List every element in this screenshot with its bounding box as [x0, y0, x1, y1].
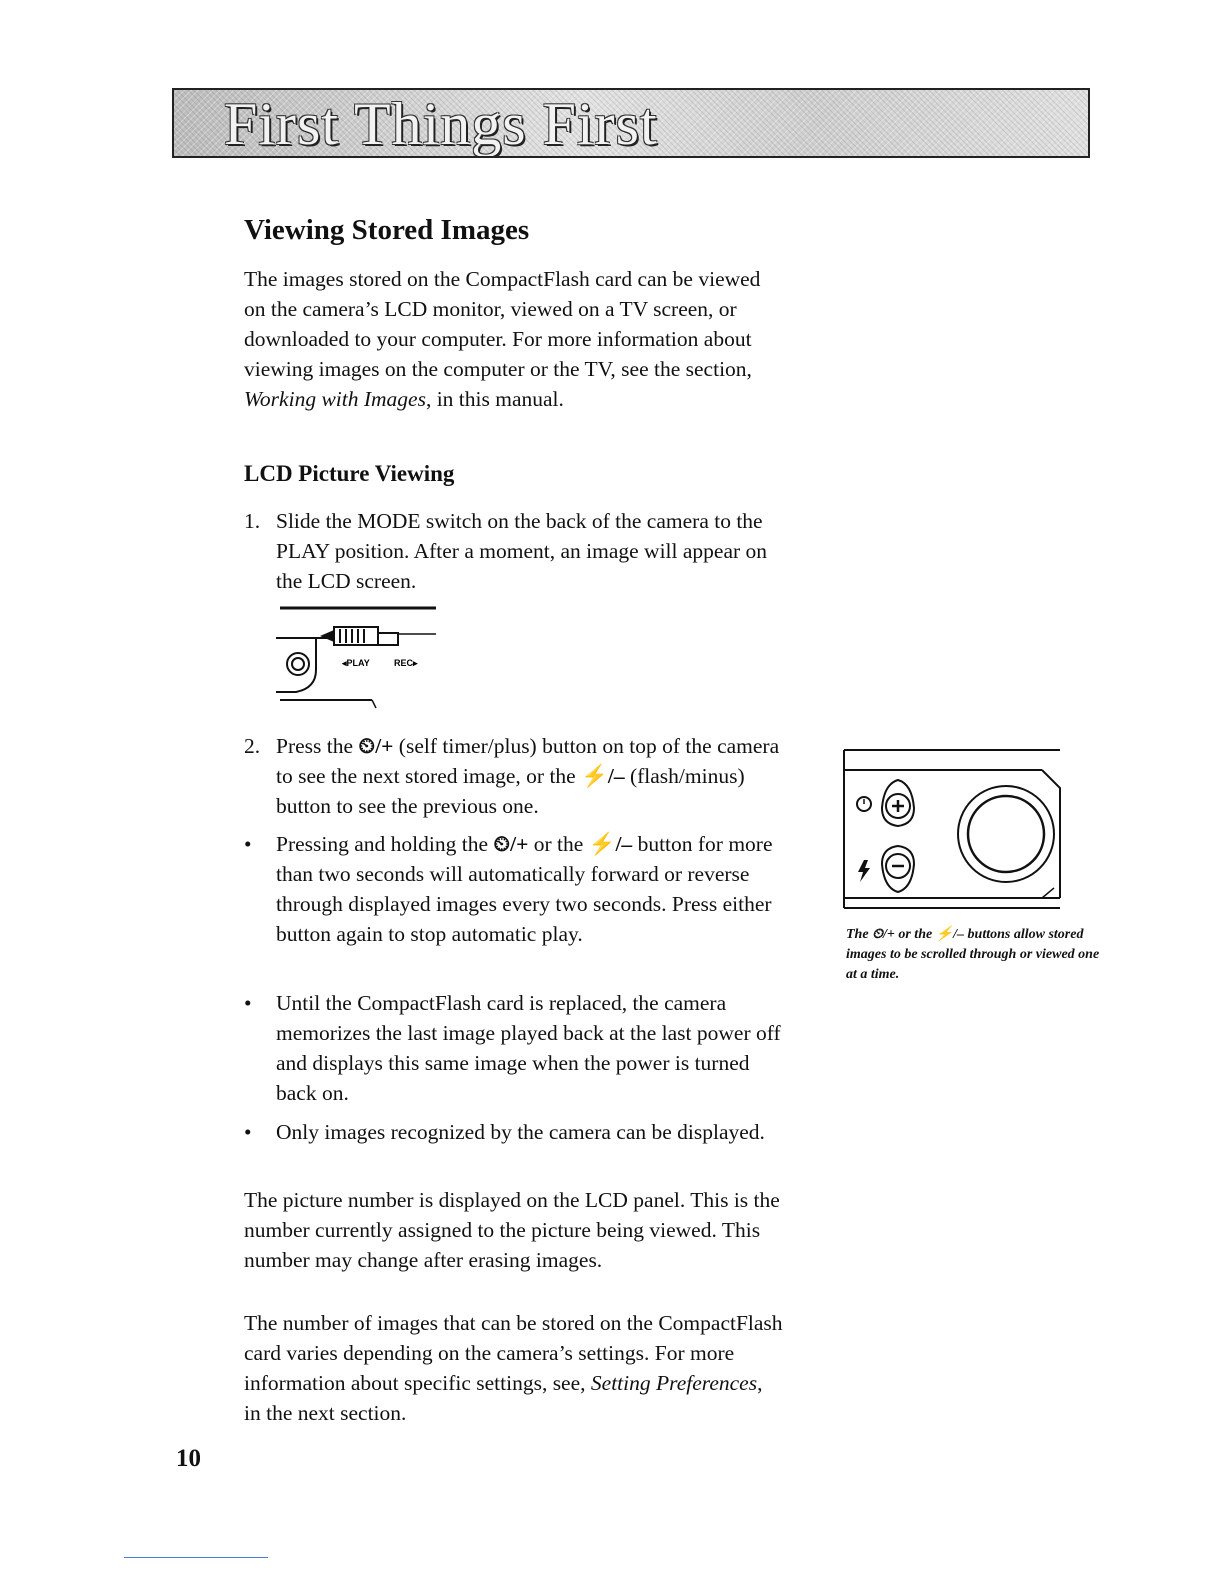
- figure-caption: The ⏲/+ or the ⚡/– buttons allow stored images to be scrolled through or viewed one at a time.: [846, 927, 1100, 982]
- bullet-memory: [244, 988, 784, 1108]
- header-banner: [172, 88, 1090, 158]
- reference-working-with-images: Working with Images: [244, 387, 426, 411]
- bullet-text: Pressing and holding the ⏲/+ or the ⚡/– button for more than two seconds will automatically forward or reverse through displayed images every two seconds. Press either button again to stop automatic play.: [276, 832, 773, 946]
- subsection-title: LCD Picture Viewing: [244, 461, 455, 486]
- step-text: Press the ⏲/+ (self timer/plus) button on top of the camera to see the next stored image, or the ⚡/– (flash/minus) button to see the previous one.: [276, 734, 780, 818]
- camera-buttons-illustration: [842, 748, 1064, 918]
- bullet-icon: •: [244, 832, 252, 856]
- self-timer-plus-icon: ⏲/+: [493, 832, 529, 856]
- flash-minus-icon: ⚡/–: [935, 927, 965, 942]
- bottom-divider: [124, 1557, 268, 1558]
- step-number: 1.: [244, 509, 261, 533]
- bullet-text: Only images recognized by the camera can be displayed.: [276, 1120, 765, 1144]
- flash-minus-icon: ⚡/–: [581, 764, 625, 788]
- lens-icon: [287, 653, 309, 675]
- reference-setting-preferences: Setting Preferences: [590, 1371, 758, 1395]
- bullet-auto-play: [244, 829, 784, 949]
- step-number: 2.: [244, 734, 261, 758]
- self-timer-plus-icon: ⏲/+: [358, 734, 394, 758]
- intro-paragraph: The images stored on the CompactFlash card can be viewed on the camera’s LCD monitor, viewed on a TV screen, or downloaded to your computer. For more information about viewing images on the computer or the TV, see the section, Working with Images, in this manual.: [244, 267, 761, 411]
- bullet-icon: •: [244, 1120, 252, 1144]
- banner-title: First Things First: [224, 91, 658, 157]
- section-title: Viewing Stored Images: [244, 214, 530, 246]
- step-2: [244, 731, 784, 821]
- mode-switch-illustration: [276, 600, 456, 710]
- bullet-icon: •: [244, 991, 252, 1015]
- bullet-recognized: [244, 1117, 784, 1147]
- dial-icon: [958, 786, 1054, 882]
- flash-icon: [858, 860, 870, 882]
- rec-label: REC▸: [394, 658, 418, 668]
- picture-number-paragraph: The picture number is displayed on the LCD panel. This is the number currently assigned to the picture being viewed. This number may change after erasing images.: [244, 1188, 780, 1272]
- self-timer-plus-icon: ⏲/+: [872, 927, 895, 942]
- flash-minus-icon: ⚡/–: [588, 832, 633, 856]
- step-text: Slide the MODE switch on the back of the camera to the PLAY position. After a moment, an image will appear on the LCD screen.: [276, 509, 768, 593]
- arrow-left-icon: [320, 630, 334, 642]
- play-label: ◂PLAY: [342, 658, 370, 668]
- bullet-text: Until the CompactFlash card is replaced, the camera memorizes the last image played back at the last power off and displays this same image when the power is turned back on.: [276, 991, 781, 1105]
- storage-paragraph: The number of images that can be stored on the CompactFlash card varies depending on the camera’s settings. For more information about specific settings, see, Setting Preferences, in the next section.: [244, 1311, 783, 1425]
- step-1: [244, 506, 784, 596]
- page-number: 10: [176, 1445, 201, 1472]
